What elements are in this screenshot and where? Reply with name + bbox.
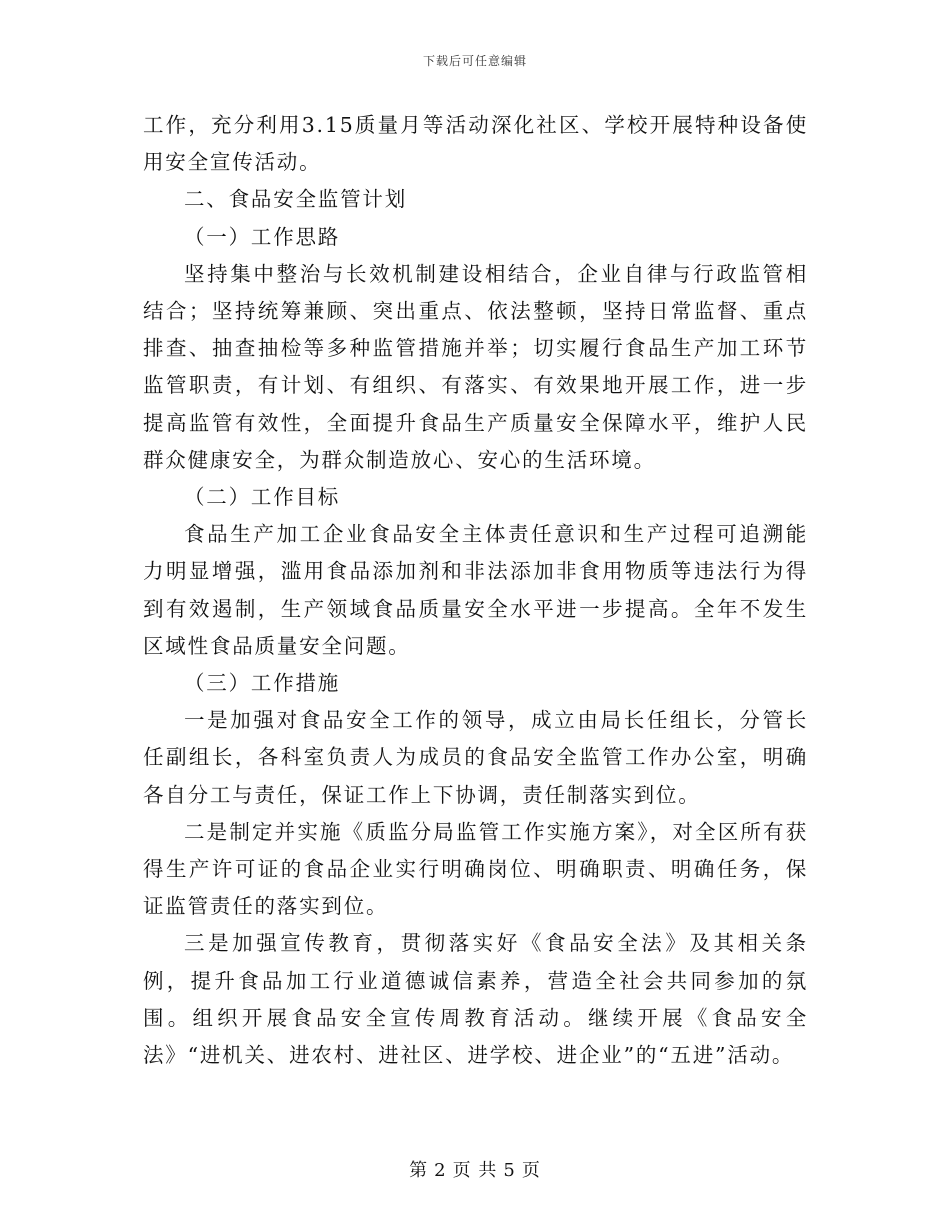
page-footer	[0, 1156, 950, 1182]
paragraph-measure-one: 一是加强对食品安全工作的领导，成立由局长任组长，分管长任副组长，各科室负责人为成员的食品安全监管工作办公室，明确各自分工与责任，保证工作上下协调，责任制落实到位。	[143, 708, 808, 807]
document-body	[143, 107, 808, 1074]
subheading-work-measures: （三）工作措施	[184, 671, 341, 696]
footer-middle: 页 共	[452, 1160, 498, 1181]
footer-total-pages: 5	[503, 1160, 516, 1181]
section-heading-food-safety-plan: 二、食品安全监管计划	[184, 187, 407, 212]
subheading-work-goals: （二）工作目标	[184, 485, 341, 510]
page-header: 下载后可任意编辑	[422, 54, 527, 68]
paragraph-work-goals: 食品生产加工企业食品安全主体责任意识和生产过程可追溯能力明显增强，滥用食品添加剂和非法添加非食用物质等违法行为得到有效遏制，生产领域食品质量安全水平进一步提高。全年不发生区域性食品质量安全问题。	[143, 522, 808, 658]
paragraph-continuation: 工作，充分利用3.15质量月等活动深化社区、学校开展特种设备使用安全宣传活动。	[143, 113, 808, 175]
paragraph-measure-two: 二是制定并实施《质监分局监管工作实施方案》，对全区所有获得生产许可证的食品企业实行明确岗位、明确职责、明确任务，保证监管责任的落实到位。	[143, 819, 808, 919]
footer-prefix: 第	[409, 1160, 429, 1181]
footer-suffix: 页	[521, 1160, 541, 1181]
footer-current-page: 2	[434, 1160, 447, 1181]
paragraph-work-approach: 坚持集中整治与长效机制建设相结合，企业自律与行政监管相结合；坚持统筹兼顾、突出重点、依法整顿，坚持日常监督、重点排查、抽查抽检等多种监管措施并举；切实履行食品生产加工环节监管职责，有计划、有组织、有落实、有效果地开展工作，进一步提高监管有效性，全面提升食品生产质量安全保障水平，维护人民群众健康安全，为群众制造放心、安心的生活环境。	[143, 261, 808, 472]
paragraph-measure-three: 三是加强宣传教育，贯彻落实好《食品安全法》及其相关条例，提升食品加工行业道德诚信素养，营造全社会共同参加的氛围。组织开展食品安全宣传周教育活动。继续开展《食品安全法》“进机关、进农村、进社区、进学校、进企业”的“五进”活动。	[143, 931, 808, 1068]
subheading-work-approach: （一）工作思路	[184, 224, 341, 249]
